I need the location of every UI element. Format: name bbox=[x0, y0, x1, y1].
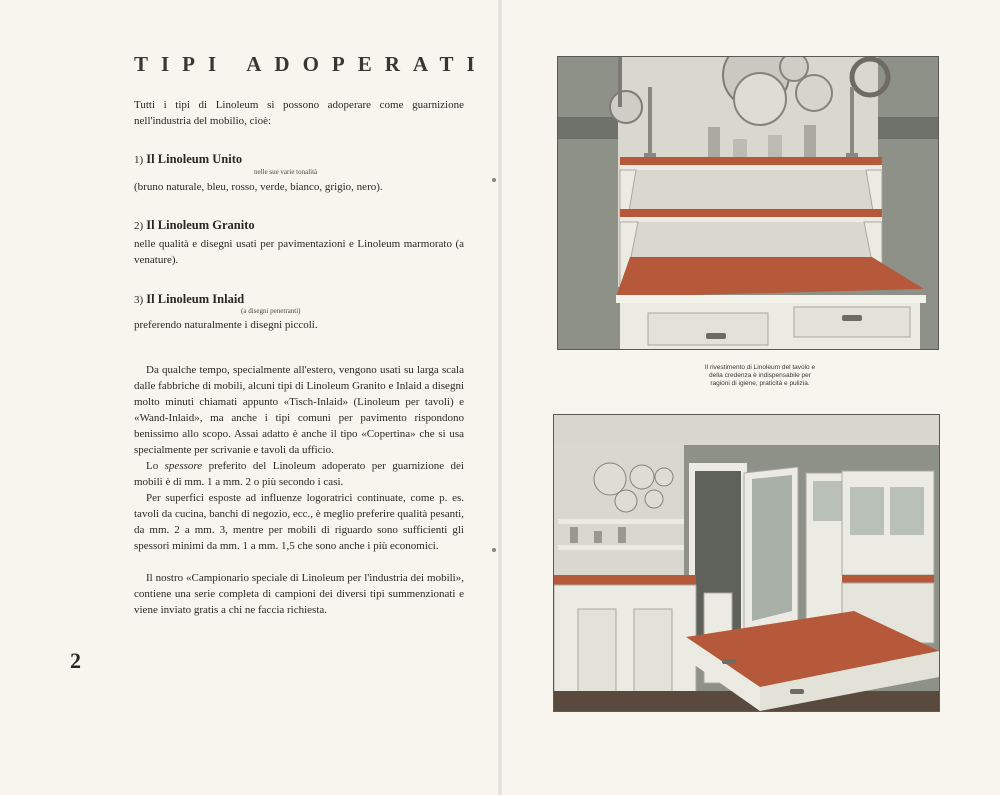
paragraph-superfici: Per superfici esposte ad influenze logoratrici continuate, come p. es. tavoli da cucina, banchi di negozio, ecc., è meglio preferire qualità pesanti, da mm. 2 a mm. 3, mentre per mobili di riguardo sono sufficienti gli spessori minimi da mm. 1 a mm. 1,5 che sono anche i più economici. bbox=[134, 492, 464, 552]
item-1-heading bbox=[134, 152, 242, 167]
item-1-name: Il Linoleum Unito bbox=[146, 152, 243, 166]
item-3-number: 3) bbox=[134, 294, 144, 306]
item-1-description: (bruno naturale, bleu, rosso, verde, bianco, grigio, nero). bbox=[134, 181, 383, 193]
item-2-heading bbox=[134, 218, 255, 233]
photo-credenza bbox=[557, 56, 939, 350]
binding-hole bbox=[492, 548, 496, 552]
intro-text: Tutti i tipi di Linoleum si possono adoperare come guarnizione nell'industria del mobilio, cioè: bbox=[134, 99, 464, 127]
item-3-name: Il Linoleum Inlaid bbox=[146, 292, 245, 306]
photo-caption: Il rivestimento di Linoleum del tavolo e della credenza è indispensabile per ragioni di igiene, praticità e pulizia. bbox=[704, 364, 816, 387]
item-1-number: 1) bbox=[134, 154, 144, 166]
page-fold bbox=[498, 0, 502, 795]
item-2-description: nelle qualità e disegni usati per pavimentazioni e Linoleum marmorato (a venature). bbox=[134, 238, 464, 266]
item-2-name: Il Linoleum Granito bbox=[146, 218, 255, 232]
photo-kitchen bbox=[553, 414, 940, 712]
item-3-note: (a disegni penetranti) bbox=[241, 307, 301, 315]
paragraph-spessore bbox=[134, 458, 464, 490]
kitchen-illustration bbox=[554, 415, 939, 711]
page-number: 2 bbox=[70, 648, 81, 673]
item-3-description: preferendo naturalmente i disegni piccoli. bbox=[134, 319, 318, 331]
paragraph-tisch-inlaid: Da qualche tempo, specialmente all'estero, vengono usati su larga scala dalle fabbriche di mobili, alcuni tipi di Linoleum Granito e Inlaid a disegni molto minuti chiamati appunto «Tisch-Inlaid» (Linoleum per tavoli) e «Wand-Inlaid», ma anche i tipi comuni per pavimento rispondono benissimo allo scopo. Assai adatto è anche il tipo «Copertina» che si usa specialmente per scrivanie e tavoli da ufficio. bbox=[134, 364, 464, 456]
binding-hole bbox=[492, 178, 496, 182]
item-1-note: nelle sue varie tonalità bbox=[254, 168, 318, 176]
paragraph-campionario: Il nostro «Campionario speciale di Linoleum per l'industria dei mobili», contiene una serie completa di campioni dei diversi tipi summenzionati e viene inviato gratis a chi ne faccia richiesta. bbox=[134, 572, 464, 616]
spessore-emphasis: spessore bbox=[164, 460, 203, 472]
spessore-prefix: Lo bbox=[146, 460, 165, 472]
spessore-suffix: preferito del Linoleum adoperato per guarnizione dei mobili è di mm. 1 a mm. 2 o più secondo i casi. bbox=[134, 460, 464, 488]
credenza-illustration bbox=[558, 57, 938, 349]
item-2-number: 2) bbox=[134, 220, 144, 232]
page-title: TIPI ADOPERATI bbox=[134, 52, 488, 76]
item-3-heading bbox=[134, 292, 244, 307]
